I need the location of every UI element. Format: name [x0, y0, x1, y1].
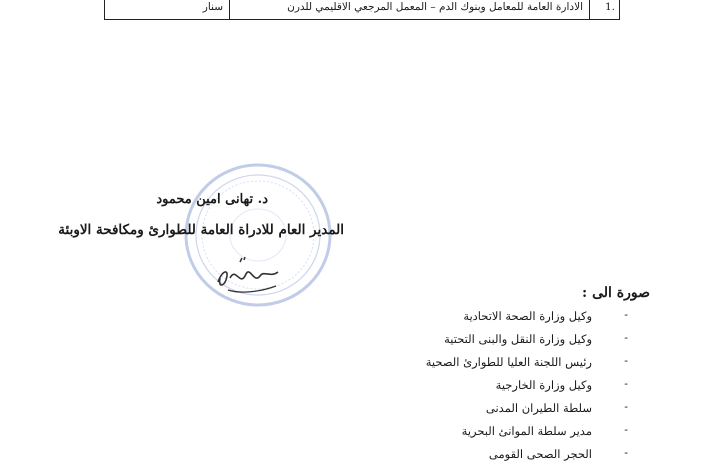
copies-heading: صورة الى : — [582, 285, 650, 301]
list-item — [392, 400, 722, 420]
list-dash: - — [624, 354, 628, 367]
table-cell-name — [229, 0, 589, 19]
list-item-text: مدير سلطة الموانئ البحرية — [461, 424, 592, 438]
list-item — [392, 423, 722, 443]
list-item-text: سلطة الطيران المدنى — [485, 401, 592, 415]
list-item-text: وكيل وزارة النقل والبنى التحتية — [444, 332, 592, 346]
row-number-text: 1. — [604, 1, 615, 13]
list-item — [392, 308, 722, 328]
table-cell-number — [589, 0, 621, 19]
list-dash: - — [624, 308, 628, 321]
facility-name-text: الادارة العامة للمعامل وبنوك الدم – المعمل المرجعي الاقليمي للدرن — [287, 1, 583, 13]
handwritten-signature — [200, 248, 300, 298]
copies-list — [392, 300, 722, 470]
table-cell-location — [105, 0, 229, 19]
signatory-name: د. تهانى امين محمود — [156, 192, 268, 207]
list-item-text: رئيس اللجنة العليا للطوارئ الصحية — [425, 355, 592, 369]
list-item — [392, 377, 722, 397]
list-dash: - — [624, 423, 628, 436]
location-text: سنار — [202, 1, 223, 13]
list-item — [392, 354, 722, 374]
list-item — [392, 331, 722, 351]
list-item-text: الحجر الصحى القومى — [488, 447, 592, 461]
list-dash: - — [624, 377, 628, 390]
list-dash: - — [624, 400, 628, 413]
table-row — [104, 0, 620, 20]
list-dash: - — [624, 446, 628, 459]
list-item — [392, 446, 722, 466]
signatory-title: المدير العام للادراة العامة للطوارئ ومكافحة الاوبئة — [58, 222, 344, 238]
list-item-text: وكيل وزارة الصحة الاتحادية — [463, 309, 592, 323]
list-item-text: وكيل وزارة الخارجية — [495, 378, 592, 392]
list-dash: - — [624, 331, 628, 344]
